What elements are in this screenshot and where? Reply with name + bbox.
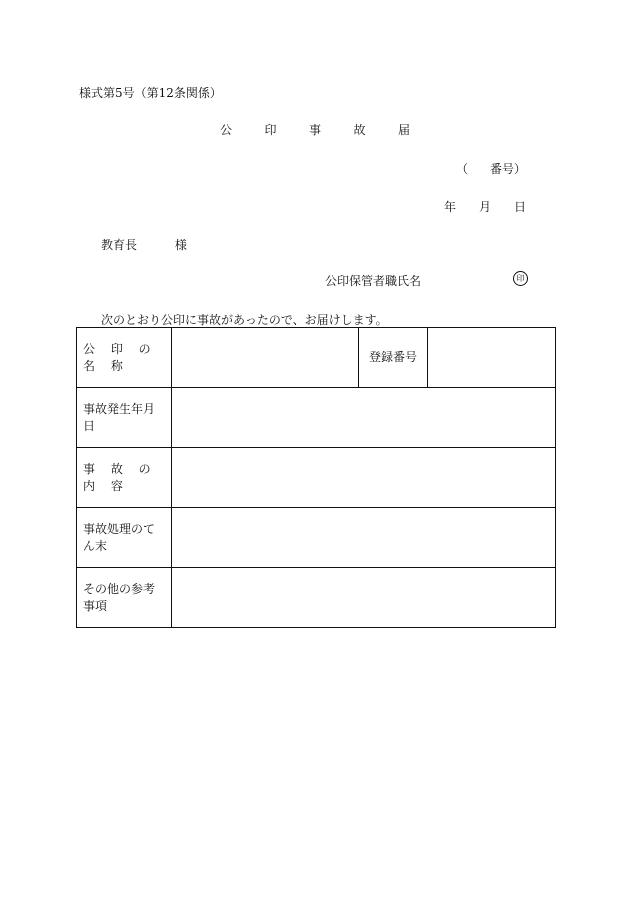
report-table — [76, 327, 556, 628]
table-row — [77, 508, 556, 568]
title-char: 公 — [220, 123, 233, 137]
document-title — [220, 121, 410, 138]
form-number: 様式第5号（第12条関係） — [79, 86, 222, 100]
table-row — [77, 388, 556, 448]
addressee — [101, 236, 187, 253]
date-month: 月 — [478, 200, 491, 214]
number-label: 番号） — [489, 162, 526, 176]
occurrence-date-field[interactable] — [172, 388, 556, 448]
date-day: 日 — [513, 200, 526, 214]
handling-field[interactable] — [172, 508, 556, 568]
title-char: 届 — [397, 123, 410, 137]
title-char: 印 — [264, 123, 277, 137]
occurrence-date-label: 事故発生年月日 — [77, 388, 172, 448]
document-number — [456, 160, 526, 177]
title-char: 事 — [308, 123, 321, 137]
seal-mark-icon: 印 — [513, 271, 528, 286]
handling-label: 事故処理のてん末 — [77, 508, 172, 568]
addressee-honorific: 様 — [174, 238, 187, 252]
registration-label: 登録番号 — [359, 328, 428, 388]
title-char: 故 — [353, 123, 366, 137]
seal-name-field[interactable] — [172, 328, 359, 388]
seal-holder-label: 公印保管者職氏名 — [325, 274, 422, 288]
registration-field[interactable] — [428, 328, 556, 388]
table-row — [77, 328, 556, 388]
other-notes-field[interactable] — [172, 568, 556, 628]
number-open-paren: （ — [456, 162, 469, 176]
seal-name-label: 公 印 の 名 称 — [77, 328, 172, 388]
document-date — [444, 198, 526, 215]
date-year: 年 — [444, 200, 457, 214]
table-row — [77, 448, 556, 508]
addressee-title: 教育長 — [101, 238, 138, 252]
other-notes-label: その他の参考事項 — [77, 568, 172, 628]
intro-text: 次のとおり公印に事故があったので、お届けします。 — [101, 313, 388, 327]
incident-details-field[interactable] — [172, 448, 556, 508]
incident-details-label: 事 故 の 内 容 — [77, 448, 172, 508]
table-row — [77, 568, 556, 628]
